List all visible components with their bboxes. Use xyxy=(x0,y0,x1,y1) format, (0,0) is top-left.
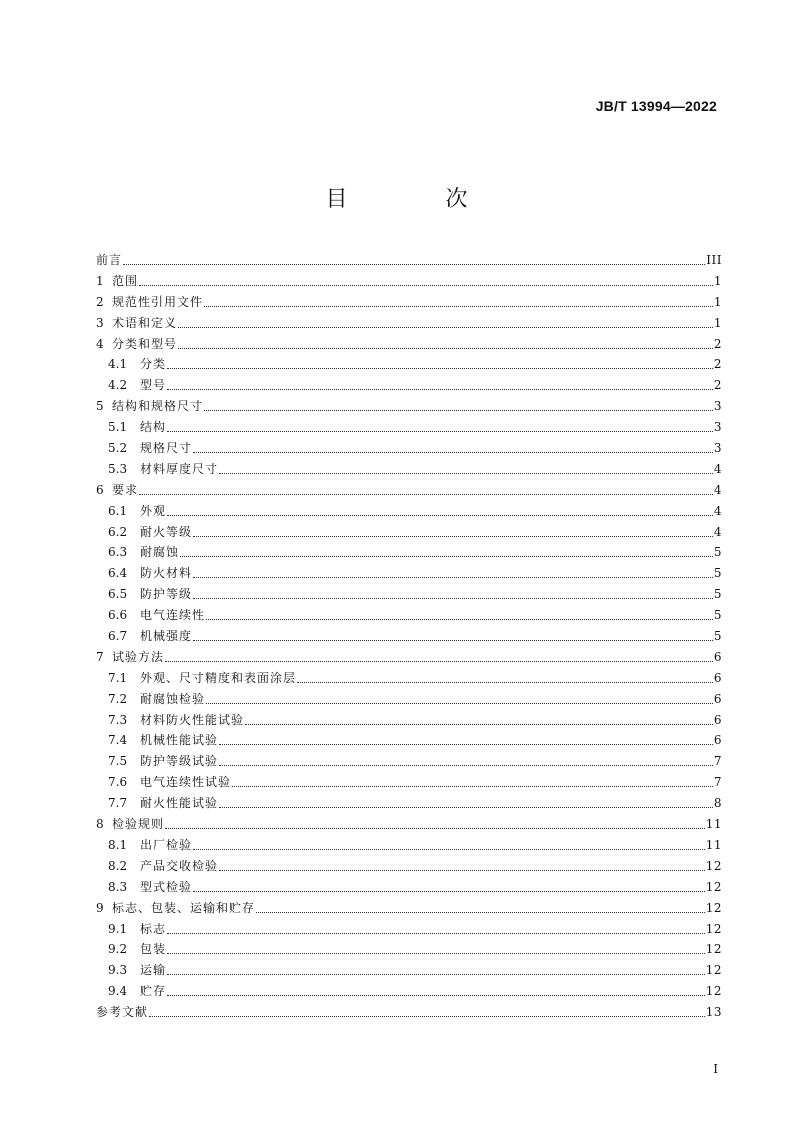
dot-leader xyxy=(219,461,713,474)
toc-entry-page: 6 xyxy=(713,733,722,748)
toc-entry-label: 出厂检验 xyxy=(140,837,193,852)
toc-entry-page: 6 xyxy=(713,649,722,664)
toc-entry-number: 9.3 xyxy=(108,963,128,978)
dot-leader xyxy=(204,294,713,307)
toc-entry-label: 电气连续性 xyxy=(140,608,206,623)
toc-entry[interactable] xyxy=(96,793,722,814)
toc-entry[interactable] xyxy=(96,835,722,856)
toc-entry[interactable] xyxy=(96,375,722,396)
toc-entry-label: 试验方法 xyxy=(112,649,165,664)
toc-entry-page: 4 xyxy=(713,524,722,539)
toc-entry-label: 型号 xyxy=(140,378,167,393)
toc-entry-number: 4.2 xyxy=(108,378,128,393)
toc-entry[interactable] xyxy=(96,292,722,313)
toc-entry-label: 规范性引用文件 xyxy=(112,294,204,309)
toc-entry-label: 标志、包装、运输和贮存 xyxy=(112,900,256,915)
toc-entry-page: 12 xyxy=(705,858,722,873)
dot-leader xyxy=(165,649,713,662)
toc-entry-page: 8 xyxy=(713,796,722,811)
toc-entry-number: 8.3 xyxy=(108,879,128,894)
dot-leader xyxy=(167,419,713,432)
toc-entry-page: 5 xyxy=(713,587,722,602)
toc-entry-number: 4.1 xyxy=(108,357,128,372)
toc-entry-number: 7.7 xyxy=(108,796,128,811)
toc-entry[interactable] xyxy=(96,730,722,751)
toc-entry-number: 6 xyxy=(96,482,104,497)
toc-entry-number: 1 xyxy=(96,273,104,288)
toc-entry[interactable] xyxy=(96,960,722,981)
toc-entry[interactable] xyxy=(96,354,722,375)
toc-entry-number: 6.7 xyxy=(108,629,128,644)
toc-entry-label: 材料厚度尺寸 xyxy=(140,461,219,476)
toc-entry-label: 材料防火性能试验 xyxy=(140,712,245,727)
toc-entry-page: 12 xyxy=(705,879,722,894)
toc-entry[interactable] xyxy=(96,605,722,626)
toc-entry[interactable] xyxy=(96,626,722,647)
dot-leader xyxy=(167,503,713,516)
toc-entry-label: 防火材料 xyxy=(140,566,193,581)
toc-entry-number: 5.1 xyxy=(108,420,128,435)
dot-leader xyxy=(123,252,705,265)
toc-entry-label: 要求 xyxy=(112,482,139,497)
toc-entry-page: 1 xyxy=(713,294,722,309)
toc-entry-number: 6.1 xyxy=(108,503,128,518)
dot-leader xyxy=(232,774,713,787)
toc-entry-label: 耐火等级 xyxy=(140,524,193,539)
toc-entry-page: 1 xyxy=(713,315,722,330)
toc-entry-number: 9.1 xyxy=(108,921,128,936)
toc-entry-number: 7.2 xyxy=(108,691,128,706)
toc-entry-number: 5.3 xyxy=(108,461,128,476)
toc-entry-label: 机械性能试验 xyxy=(140,733,219,748)
toc-entry-page: 5 xyxy=(713,545,722,560)
page-number: I xyxy=(713,1062,718,1076)
toc-entry-page: 2 xyxy=(713,378,722,393)
toc-entry-label: 范围 xyxy=(112,273,139,288)
toc-entry-page: 6 xyxy=(713,691,722,706)
standard-code: JB/T 13994—2022 xyxy=(595,98,717,114)
toc-entry-page: 7 xyxy=(713,754,722,769)
toc-entry-label: 检验规则 xyxy=(112,817,165,832)
toc-entry-label: 外观、尺寸精度和表面涂层 xyxy=(140,670,297,685)
toc-entry[interactable] xyxy=(96,271,722,292)
toc-entry-label: 耐腐蚀检验 xyxy=(140,691,206,706)
toc-entry-number: 7.1 xyxy=(108,670,128,685)
toc-entry-page: 5 xyxy=(713,608,722,623)
toc-entry-page: 4 xyxy=(713,461,722,476)
toc-entry-label: 防护等级 xyxy=(140,587,193,602)
toc-entry[interactable] xyxy=(96,647,722,668)
toc-entry-page: III xyxy=(706,253,722,267)
toc-entry-label: 电气连续性试验 xyxy=(140,775,232,790)
toc-entry[interactable] xyxy=(96,396,722,417)
toc-entry-label: 包装 xyxy=(140,942,167,957)
dot-leader xyxy=(193,628,713,641)
dot-leader xyxy=(219,858,705,871)
toc-entry-label: 结构和规格尺寸 xyxy=(112,399,204,414)
dot-leader xyxy=(206,607,713,620)
toc-entry[interactable] xyxy=(96,710,722,731)
dot-leader xyxy=(167,377,713,390)
toc-entry-label: 分类和型号 xyxy=(112,336,178,351)
dot-leader xyxy=(167,941,705,954)
toc-entry-page: 3 xyxy=(713,399,722,414)
toc-entry[interactable] xyxy=(96,939,722,960)
toc-entry-number: 8 xyxy=(96,817,104,832)
toc-entry[interactable] xyxy=(96,751,722,772)
toc-entry[interactable] xyxy=(96,522,722,543)
toc-entry-number: 6.5 xyxy=(108,587,128,602)
toc-entry-number: 2 xyxy=(96,294,104,309)
toc-entry-label: 型式检验 xyxy=(140,879,193,894)
table-of-contents xyxy=(96,250,722,1023)
dot-leader xyxy=(245,712,713,725)
dot-leader xyxy=(149,1004,705,1017)
dot-leader xyxy=(139,273,713,286)
toc-entry[interactable] xyxy=(96,1002,722,1023)
toc-entry[interactable] xyxy=(96,313,722,334)
toc-entry-number: 7.6 xyxy=(108,775,128,790)
toc-entry[interactable] xyxy=(96,417,722,438)
dot-leader xyxy=(178,336,713,349)
dot-leader xyxy=(193,586,713,599)
toc-entry-page: 12 xyxy=(705,900,722,915)
dot-leader xyxy=(193,440,713,453)
toc-entry[interactable] xyxy=(96,877,722,898)
toc-entry-label: 防护等级试验 xyxy=(140,754,219,769)
toc-entry-page: 1 xyxy=(713,273,722,288)
dot-leader xyxy=(167,356,713,369)
toc-entry-label: 分类 xyxy=(140,357,167,372)
toc-entry-label: 机械强度 xyxy=(140,629,193,644)
dot-leader xyxy=(167,983,705,996)
toc-entry-label: 耐腐蚀 xyxy=(140,545,180,560)
dot-leader xyxy=(193,837,705,850)
toc-entry-label: 术语和定义 xyxy=(112,315,178,330)
toc-entry-label: 贮存 xyxy=(140,984,167,999)
toc-entry-page: 13 xyxy=(705,1005,722,1020)
dot-leader xyxy=(206,691,713,704)
toc-entry-label: 标志 xyxy=(140,921,167,936)
dot-leader xyxy=(219,732,713,745)
toc-entry-page: 11 xyxy=(705,837,722,852)
toc-entry-number: 8.2 xyxy=(108,858,128,873)
toc-entry[interactable] xyxy=(96,689,722,710)
dot-leader xyxy=(167,921,705,934)
dot-leader xyxy=(180,544,713,557)
toc-entry-page: 6 xyxy=(713,712,722,727)
dot-leader xyxy=(165,816,705,829)
toc-entry[interactable] xyxy=(96,584,722,605)
toc-entry[interactable] xyxy=(96,856,722,877)
toc-entry-label: 耐火性能试验 xyxy=(140,796,219,811)
dot-leader xyxy=(204,398,713,411)
toc-entry[interactable] xyxy=(96,334,722,355)
toc-entry-number: 7 xyxy=(96,649,104,664)
toc-entry-page: 3 xyxy=(713,441,722,456)
dot-leader xyxy=(219,795,713,808)
toc-entry-page: 5 xyxy=(713,629,722,644)
toc-entry-number: 6.3 xyxy=(108,545,128,560)
toc-entry-number: 8.1 xyxy=(108,837,128,852)
toc-entry-page: 12 xyxy=(705,984,722,999)
dot-leader xyxy=(167,962,705,975)
toc-entry-label: 外观 xyxy=(140,503,167,518)
dot-leader xyxy=(219,753,713,766)
toc-entry-page: 11 xyxy=(705,817,722,832)
toc-entry[interactable] xyxy=(96,814,722,835)
dot-leader xyxy=(193,879,705,892)
toc-entry[interactable] xyxy=(96,459,722,480)
toc-entry-number: 7.5 xyxy=(108,754,128,769)
toc-entry-page: 4 xyxy=(713,503,722,518)
toc-entry[interactable] xyxy=(96,919,722,940)
toc-entry-number: 9.4 xyxy=(108,984,128,999)
toc-entry[interactable] xyxy=(96,563,722,584)
toc-entry-label: 前言 xyxy=(96,253,123,267)
toc-entry-label: 产品交收检验 xyxy=(140,858,219,873)
toc-entry-number: 5.2 xyxy=(108,441,128,456)
toc-entry-label: 运输 xyxy=(140,963,167,978)
toc-entry-label: 参考文献 xyxy=(96,1005,149,1020)
toc-entry-page: 12 xyxy=(705,921,722,936)
toc-entry-number: 7.4 xyxy=(108,733,128,748)
toc-entry-label: 结构 xyxy=(140,420,167,435)
toc-entry-page: 4 xyxy=(713,482,722,497)
toc-entry[interactable] xyxy=(96,438,722,459)
toc-entry-number: 3 xyxy=(96,315,104,330)
dot-leader xyxy=(193,565,713,578)
toc-entry-page: 12 xyxy=(705,963,722,978)
toc-entry-label: 规格尺寸 xyxy=(140,441,193,456)
toc-entry-page: 5 xyxy=(713,566,722,581)
toc-entry[interactable] xyxy=(96,542,722,563)
toc-entry-number: 6.6 xyxy=(108,608,128,623)
toc-entry-page: 3 xyxy=(713,420,722,435)
dot-leader xyxy=(297,670,713,683)
toc-entry-number: 4 xyxy=(96,336,104,351)
toc-entry[interactable] xyxy=(96,772,722,793)
toc-entry-page: 2 xyxy=(713,357,722,372)
dot-leader xyxy=(178,315,713,328)
toc-entry-number: 6.4 xyxy=(108,566,128,581)
toc-entry-number: 9.2 xyxy=(108,942,128,957)
dot-leader xyxy=(256,900,705,913)
toc-entry[interactable] xyxy=(96,250,722,271)
toc-entry[interactable] xyxy=(96,898,722,919)
toc-entry-page: 2 xyxy=(713,336,722,351)
dot-leader xyxy=(193,524,713,537)
toc-entry[interactable] xyxy=(96,981,722,1002)
toc-entry-page: 12 xyxy=(705,942,722,957)
toc-entry[interactable] xyxy=(96,501,722,522)
toc-entry[interactable] xyxy=(96,480,722,501)
toc-entry-page: 6 xyxy=(713,670,722,685)
toc-entry-number: 5 xyxy=(96,399,104,414)
toc-entry-number: 9 xyxy=(96,900,104,915)
dot-leader xyxy=(139,482,713,495)
toc-entry-number: 6.2 xyxy=(108,524,128,539)
toc-entry[interactable] xyxy=(96,668,722,689)
page-title: 目 次 xyxy=(325,187,506,212)
toc-entry-page: 7 xyxy=(713,775,722,790)
toc-entry-number: 7.3 xyxy=(108,712,128,727)
